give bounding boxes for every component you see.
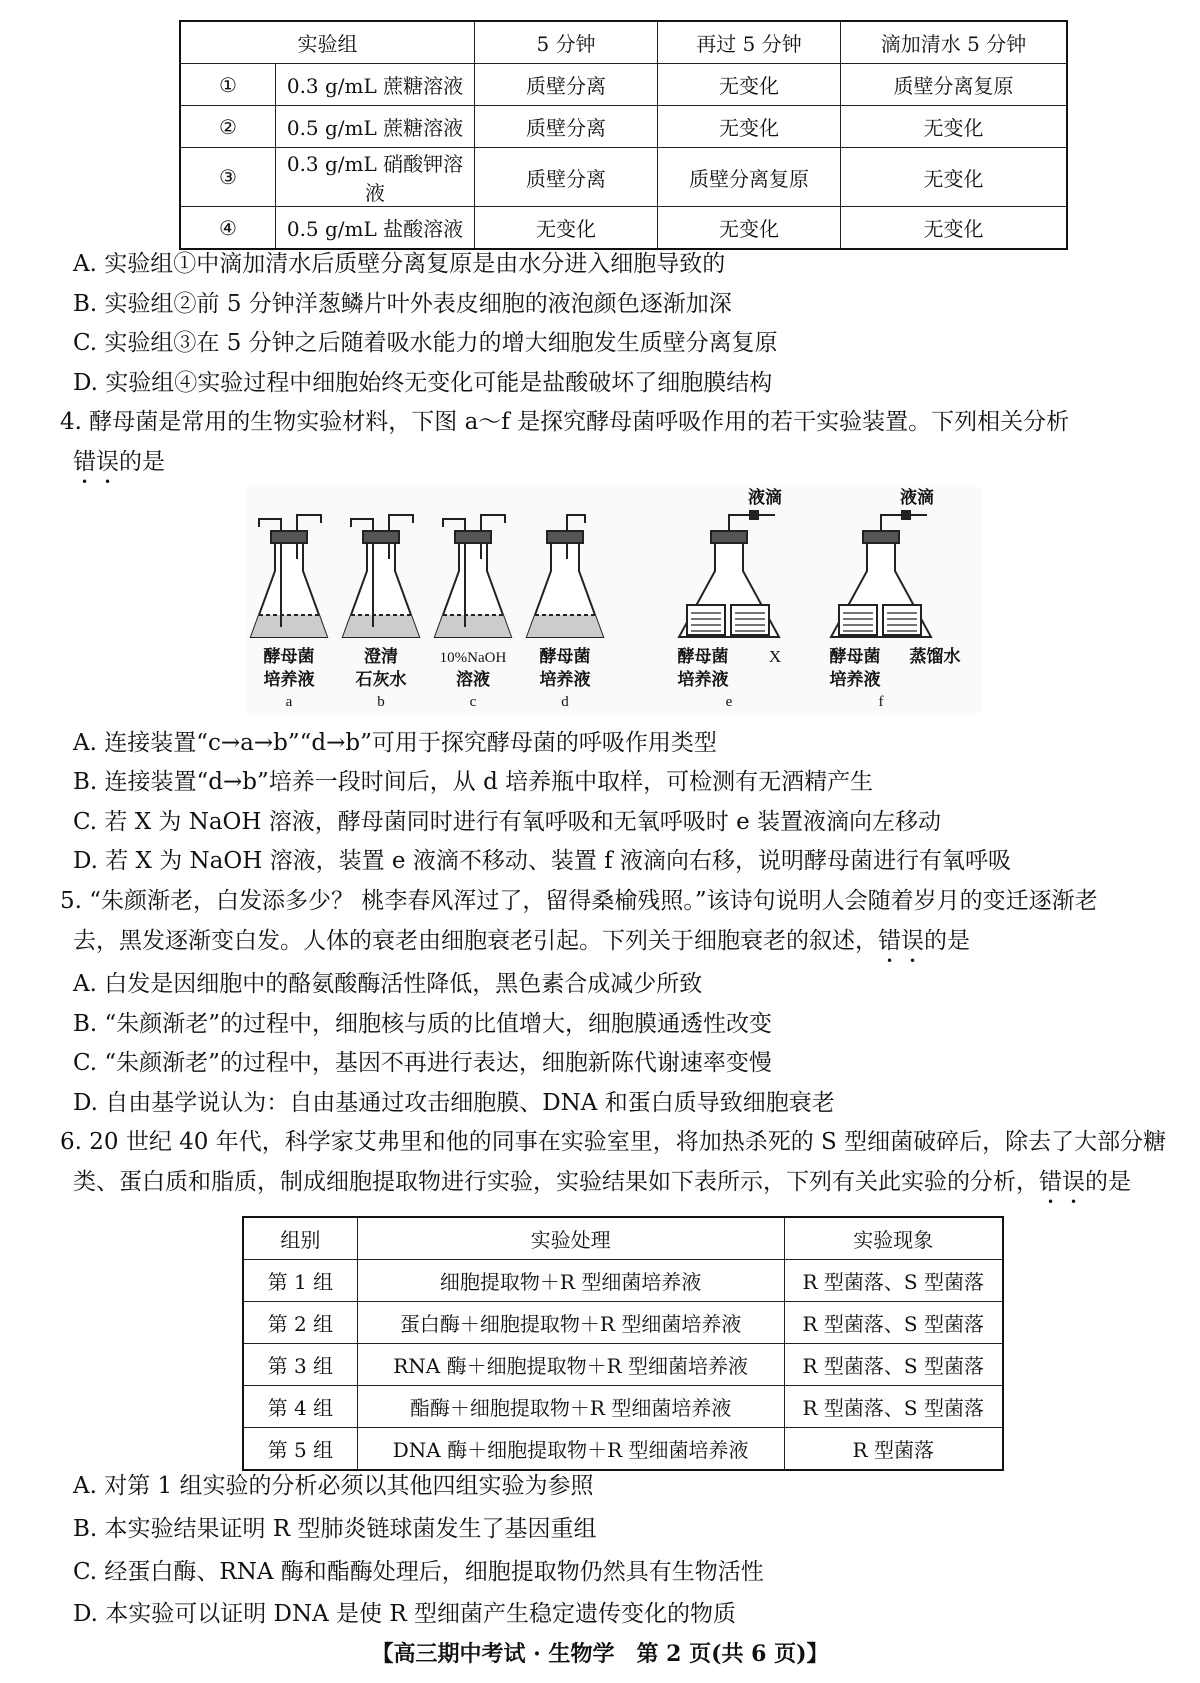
table-cell: 蛋白酶＋细胞提取物＋R 型细菌培养液 bbox=[357, 1302, 784, 1344]
stem-tail: 的是 bbox=[924, 928, 970, 954]
label-fx: 蒸馏水 bbox=[909, 647, 961, 666]
label-e2: 培养液 bbox=[677, 670, 729, 689]
header-next-5min: 再过 5 分钟 bbox=[658, 21, 841, 64]
osmosis-table bbox=[179, 20, 1068, 250]
header-group: 组别 bbox=[243, 1217, 357, 1260]
letter-e: e bbox=[725, 694, 733, 710]
table-cell: 质壁分离 bbox=[475, 64, 658, 106]
table-cell: R 型菌落 bbox=[784, 1428, 1003, 1471]
q4-stem-line1: 4. 酵母菌是常用的生物实验材料，下图 a～f 是探究酵母菌呼吸作用的若干实验装置。下列相关分析 bbox=[60, 409, 1070, 435]
label-a1: 酵母菌 bbox=[263, 647, 315, 666]
table-row bbox=[180, 207, 1067, 250]
label-f1: 酵母菌 bbox=[829, 647, 881, 666]
label-b1: 澄清 bbox=[364, 647, 398, 666]
q5-option-a: A. 白发是因细胞中的酪氨酸酶活性降低，黑色素合成减少所致 bbox=[73, 971, 703, 997]
table-cell: 无变化 bbox=[475, 207, 658, 250]
table-cell: DNA 酶＋细胞提取物＋R 型细菌培养液 bbox=[357, 1428, 784, 1471]
avery-experiment-table bbox=[242, 1216, 1004, 1471]
letter-b: b bbox=[377, 694, 385, 710]
table-cell: 第 1 组 bbox=[243, 1260, 357, 1302]
q4-option-b: B. 连接装置“d→b”培养一段时间后，从 d 培养瓶中取样，可检测有无酒精产生 bbox=[73, 769, 874, 795]
letter-d: d bbox=[561, 694, 569, 710]
label-f2: 培养液 bbox=[829, 670, 881, 689]
table-cell: ① bbox=[180, 64, 276, 106]
q6-stem-line2 bbox=[73, 1166, 1131, 1209]
stem-tail: 的是 bbox=[1085, 1169, 1131, 1195]
table-cell: 0.5 g/mL 盐酸溶液 bbox=[276, 207, 475, 250]
table-row bbox=[243, 1344, 1003, 1386]
table-cell: 质壁分离复原 bbox=[841, 64, 1068, 106]
table-row bbox=[180, 148, 1067, 207]
table-row bbox=[243, 1386, 1003, 1428]
label-d1: 酵母菌 bbox=[539, 647, 591, 666]
label-a2: 培养液 bbox=[263, 670, 315, 689]
header-5min: 5 分钟 bbox=[475, 21, 658, 64]
q5-option-d: D. 自由基学说认为：自由基通过攻击细胞膜、DNA 和蛋白质导致细胞衰老 bbox=[73, 1090, 835, 1116]
q4-option-c: C. 若 X 为 NaOH 溶液，酵母菌同时进行有氧呼吸和无氧呼吸时 e 装置液滴向左移动 bbox=[73, 809, 942, 835]
q4-option-d: D. 若 X 为 NaOH 溶液，装置 e 液滴不移动、装置 f 液滴向右移，说明酵母菌进行有氧呼吸 bbox=[73, 848, 1011, 874]
q5-option-c: C. “朱颜渐老”的过程中，基因不再进行表达，细胞新陈代谢速率变慢 bbox=[73, 1050, 772, 1076]
header-result: 实验现象 bbox=[784, 1217, 1003, 1260]
q4-stem-line2 bbox=[73, 446, 165, 489]
table-cell: 0.3 g/mL 硝酸钾溶液 bbox=[276, 148, 475, 207]
label-ex: X bbox=[768, 647, 782, 666]
label-d2: 培养液 bbox=[539, 670, 591, 689]
letter-a: a bbox=[285, 694, 293, 710]
stem-text: 类、蛋白质和脂质，制成细胞提取物进行实验，实验结果如下表所示，下列有关此实验的分析， bbox=[73, 1169, 1039, 1195]
table-cell: R 型菌落、S 型菌落 bbox=[784, 1260, 1003, 1302]
table-cell: 无变化 bbox=[841, 148, 1068, 207]
label-b2: 石灰水 bbox=[355, 670, 407, 689]
yeast-apparatus-figure bbox=[245, 487, 982, 713]
stem-text: 去，黑发逐渐变白发。人体的衰老由细胞衰老引起。下列关于细胞衰老的叙述， bbox=[73, 928, 878, 954]
emphasis-word: 错误 bbox=[73, 449, 119, 475]
table-cell: ④ bbox=[180, 207, 276, 250]
label-c1: 10%NaOH bbox=[439, 650, 507, 666]
table-row bbox=[180, 64, 1067, 106]
page-footer: 【高三期中考试 · 生物学 第 2 页(共 6 页)】 bbox=[371, 1641, 829, 1667]
table-cell: 酯酶＋细胞提取物＋R 型细菌培养液 bbox=[357, 1386, 784, 1428]
header-group: 实验组 bbox=[180, 21, 475, 64]
table-cell: 第 4 组 bbox=[243, 1386, 357, 1428]
droplet-f bbox=[902, 511, 910, 519]
table-row bbox=[180, 106, 1067, 148]
droplet-e bbox=[750, 511, 758, 519]
q5-stem-line2 bbox=[73, 925, 970, 968]
q3-option-b: B. 实验组②前 5 分钟洋葱鳞片叶外表皮细胞的液泡颜色逐渐加深 bbox=[73, 291, 732, 317]
letter-c: c bbox=[469, 694, 477, 710]
table-cell: RNA 酶＋细胞提取物＋R 型细菌培养液 bbox=[357, 1344, 784, 1386]
q5-option-b: B. “朱颜渐老”的过程中，细胞核与质的比值增大，细胞膜通透性改变 bbox=[73, 1011, 773, 1037]
table-row bbox=[243, 1302, 1003, 1344]
q6-option-a: A. 对第 1 组实验的分析必须以其他四组实验为参照 bbox=[73, 1473, 594, 1499]
q6-option-d: D. 本实验可以证明 DNA 是使 R 型细菌产生稳定遗传变化的物质 bbox=[73, 1601, 736, 1627]
label-e1: 酵母菌 bbox=[677, 647, 729, 666]
q6-option-c: C. 经蛋白酶、RNA 酶和酯酶处理后，细胞提取物仍然具有生物活性 bbox=[73, 1559, 764, 1585]
table-row bbox=[243, 1260, 1003, 1302]
table-cell: ② bbox=[180, 106, 276, 148]
label-f-top: 液滴 bbox=[900, 488, 934, 507]
table-cell: 质壁分离 bbox=[475, 106, 658, 148]
table-cell: 0.5 g/mL 蔗糖溶液 bbox=[276, 106, 475, 148]
label-c2: 溶液 bbox=[456, 670, 490, 689]
table-cell: 无变化 bbox=[658, 106, 841, 148]
letter-f: f bbox=[878, 694, 884, 710]
q6-stem-line1: 6. 20 世纪 40 年代，科学家艾弗里和他的同事在实验室里，将加热杀死的 S 型细菌破碎后，除去了大部分糖 bbox=[60, 1129, 1167, 1155]
stem-tail: 的是 bbox=[119, 449, 165, 475]
table-cell: R 型菌落、S 型菌落 bbox=[784, 1344, 1003, 1386]
table-header-row bbox=[243, 1217, 1003, 1260]
table-cell: 无变化 bbox=[658, 207, 841, 250]
emphasis-word: 错误 bbox=[878, 928, 924, 954]
table-cell: 第 3 组 bbox=[243, 1344, 357, 1386]
q3-option-d: D. 实验组④实验过程中细胞始终无变化可能是盐酸破坏了细胞膜结构 bbox=[73, 370, 773, 396]
table-cell: 第 5 组 bbox=[243, 1428, 357, 1471]
table-cell: 无变化 bbox=[841, 207, 1068, 250]
emphasis-word: 错误 bbox=[1039, 1169, 1085, 1195]
q3-option-c: C. 实验组③在 5 分钟之后随着吸水能力的增大细胞发生质壁分离复原 bbox=[73, 330, 778, 356]
table-cell: 无变化 bbox=[841, 106, 1068, 148]
q6-option-b: B. 本实验结果证明 R 型肺炎链球菌发生了基因重组 bbox=[73, 1516, 597, 1542]
table-cell: 质壁分离复原 bbox=[658, 148, 841, 207]
table-row bbox=[243, 1428, 1003, 1471]
table-header-row bbox=[180, 21, 1067, 64]
header-treatment: 实验处理 bbox=[357, 1217, 784, 1260]
table-cell: R 型菌落、S 型菌落 bbox=[784, 1302, 1003, 1344]
table-cell: R 型菌落、S 型菌落 bbox=[784, 1386, 1003, 1428]
table-cell: 0.3 g/mL 蔗糖溶液 bbox=[276, 64, 475, 106]
table-cell: ③ bbox=[180, 148, 276, 207]
q3-option-a: A. 实验组①中滴加清水后质壁分离复原是由水分进入细胞导致的 bbox=[73, 251, 726, 277]
header-water-5min: 滴加清水 5 分钟 bbox=[841, 21, 1068, 64]
table-cell: 第 2 组 bbox=[243, 1302, 357, 1344]
label-e-top: 液滴 bbox=[748, 488, 782, 507]
table-cell: 细胞提取物＋R 型细菌培养液 bbox=[357, 1260, 784, 1302]
q5-stem-line1: 5. “朱颜渐老，白发添多少？ 桃李春风浑过了，留得桑榆残照。”该诗句说明人会随着岁月的变迁逐渐老 bbox=[60, 888, 1098, 914]
table-cell: 质壁分离 bbox=[475, 148, 658, 207]
q4-option-a: A. 连接装置“c→a→b”“d→b”可用于探究酵母菌的呼吸作用类型 bbox=[73, 730, 717, 756]
table-cell: 无变化 bbox=[658, 64, 841, 106]
